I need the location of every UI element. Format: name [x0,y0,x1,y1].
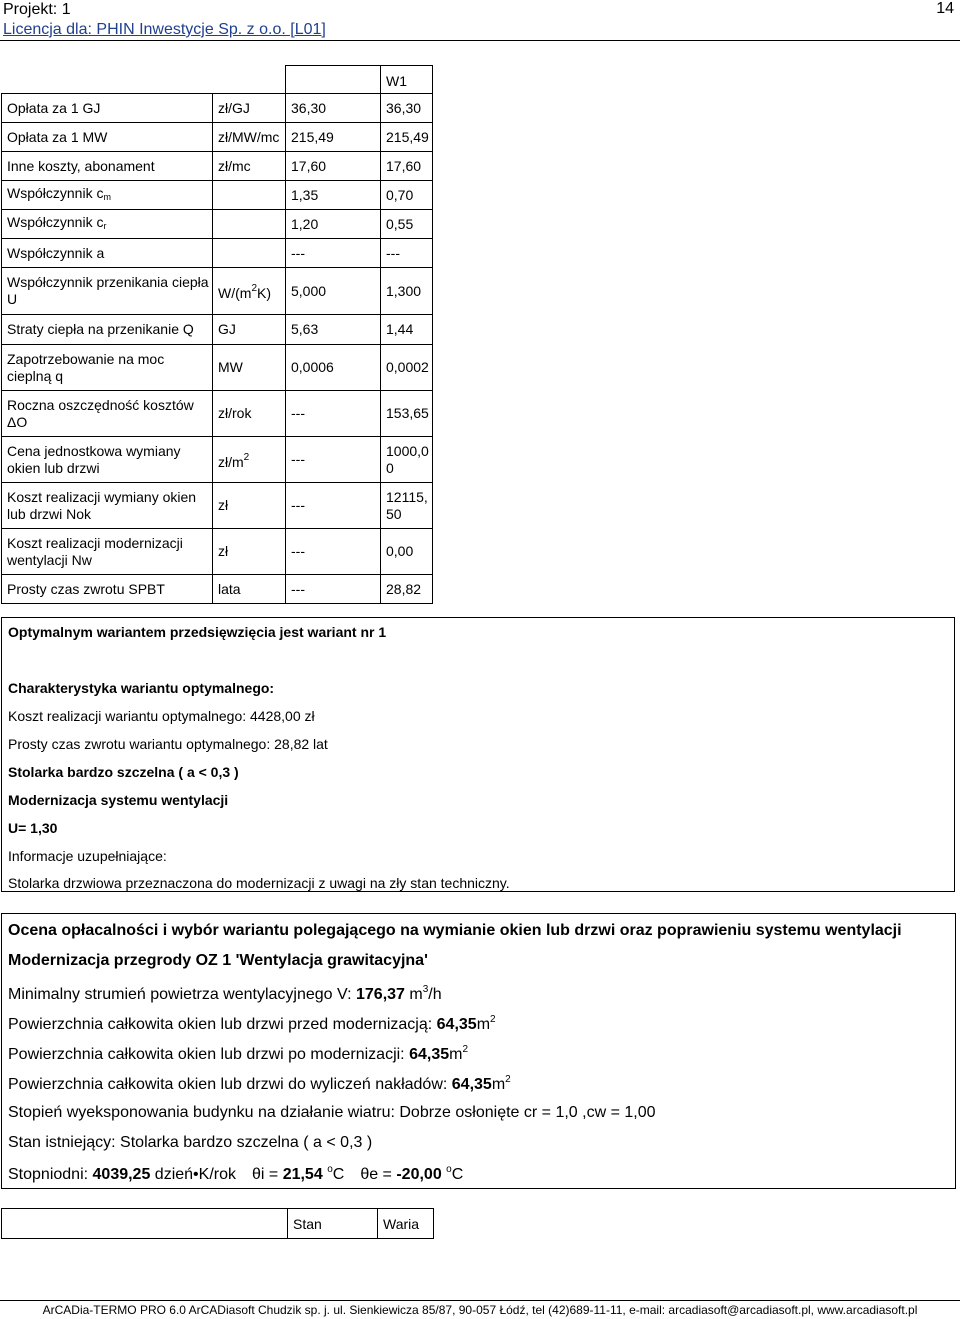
optimal-u-value: U= 1,30 [8,820,58,836]
license-label: Licencja dla: PHIN Inwestycje Sp. z o.o. [L01] [3,21,326,38]
additional-info-text: Stolarka drzwiowa przeznaczona do modernizacji z uwagi na zły stan techniczny. [8,875,510,891]
column-stan: Stan [288,1209,378,1239]
optimal-cost: Koszt realizacji wariantu optymalnego: 4428,00 zł [8,708,315,724]
optimal-characteristics-heading: Charakterystyka wariantu optymalnego: [8,680,275,696]
optimal-joinery: Stolarka bardzo szczelna ( a < 0,3 ) [8,764,239,780]
table-row: Koszt realizacji modernizacji wentylacji Nw zł --- 0,00 [2,529,433,575]
table-row [2,1209,434,1239]
page-footer: ArCADia-TERMO PRO 6.0 ArCADiasoft Chudzik sp. j. ul. Sienkiewicza 85/87, 90-057 Łódź, tel (42)689-11-11, e-mail: arcadiasoft@arcadiasoft.pl, www.arcadiasoft.pl [0,1300,960,1317]
variant-table [1,65,433,604]
existing-state-line: Stan istniejący: Stolarka bardzo szczelna ( a < 0,3 ) [8,1134,373,1151]
table-row: Współczynnik $c_m$ 1,35 0,70 [2,181,433,210]
additional-info-heading: Informacje uzupełniające: [8,848,167,864]
page-number: 14 [936,0,954,17]
header-divider [0,40,960,41]
table-row: Straty ciepła na przenikanie Q GJ 5,63 1,44 [2,315,433,345]
assessment-subtitle: Modernizacja przegrody OZ 1 'Wentylacja grawitacyjna' [8,952,428,969]
table-row: Cena jednostkowa wymiany okien lub drzwi $zł/m^2$ --- 1000,00 [2,437,433,483]
table-row: Zapotrzebowanie na moc cieplną q MW 0,0006 0,0002 [2,345,433,391]
area-calc-line: Powierzchnia całkowita okien lub drzwi do wyliczeń nakładów: $64,35m^2$ [8,1074,511,1093]
optimal-variant-box [1,617,955,892]
optimal-variant-heading: Optymalnym wariantem przedsięwzięcia jest wariant nr 1 [8,624,387,640]
table-row: Roczna oszczędność kosztów ΔO zł/rok --- 153,65 [2,391,433,437]
table-row: Prosty czas zwrotu SPBT lata --- 28,82 [2,575,433,604]
table-row: Opłata za 1 GJ zł/GJ 36,30 36,30 [2,94,433,123]
table-row: Opłata za 1 MW zł/MW/mc 215,49 215,49 [2,123,433,152]
table-row: Współczynnik przenikania ciepła U $W/(m^2K)$ 5,000 1,300 [2,268,433,315]
assessment-box [1,913,956,1189]
variant-header-table [1,1208,434,1239]
wind-exposure-line: Stopień wyeksponowania budynku na działanie wiatru: Dobrze osłonięte cr = 1,0 ,cw = 1,00 [8,1104,656,1121]
assessment-title: Ocena opłacalności i wybór wariantu polegającego na wymianie okien lub drzwi oraz poprawieniu systemu wentylacji [8,922,902,939]
page-header [3,0,326,40]
table-row: Współczynnik $c_r$ 1,20 0,55 [2,210,433,239]
degree-days-line: Stopniodni: 4039,25 dzień•K/rok θi = 21,54 $^o$C θe = -20,00 $^o$C [8,1164,464,1183]
optimal-ventilation: Modernizacja systemu wentylacji [8,792,229,808]
area-before-line: Powierzchnia całkowita okien lub drzwi przed modernizacją: $64,35m^2$ [8,1014,496,1033]
column-header-w1: W1 [381,66,433,94]
project-label: Projekt: 1 [3,1,71,18]
table-header-row [2,66,433,94]
air-flow-line: Minimalny strumień powietrza wentylacyjnego V: 176,37 $m^3/h$ [8,984,442,1003]
table-row: Współczynnik a --- --- [2,239,433,268]
optimal-payback: Prosty czas zwrotu wariantu optymalnego: 28,82 lat [8,736,328,752]
column-wariant: Waria [378,1209,434,1239]
table-row: Koszt realizacji wymiany okien lub drzwi Nok zł --- 12115,50 [2,483,433,529]
area-after-line: Powierzchnia całkowita okien lub drzwi po modernizacji: $64,35m^2$ [8,1044,469,1063]
table-row: Inne koszty, abonament zł/mc 17,60 17,60 [2,152,433,181]
